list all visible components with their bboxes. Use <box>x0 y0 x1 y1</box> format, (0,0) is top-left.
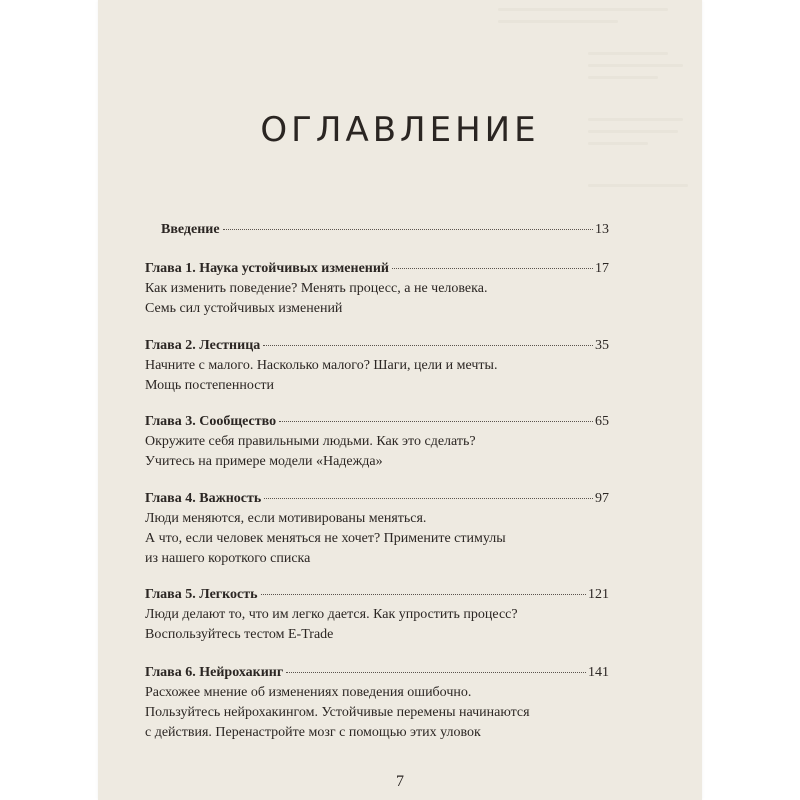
toc-description-line: из нашего короткого списка <box>145 551 311 566</box>
toc-page-number: 121 <box>588 587 609 602</box>
toc-entry-label: Глава 6. Нейрохакинг <box>145 665 284 680</box>
toc-entry-label: Глава 2. Лестница <box>145 338 261 353</box>
toc-entry-chapter-1[interactable] <box>145 260 609 278</box>
toc-description-line: Люди меняются, если мотивированы меняться. <box>145 511 427 526</box>
toc-description-line: Как изменить поведение? Менять процесс, а не человека. <box>145 281 488 296</box>
dot-leader <box>392 268 593 269</box>
toc-description-line: А что, если человек меняться не хочет? Примените стимулы <box>145 531 506 546</box>
dot-leader <box>286 672 586 673</box>
dot-leader <box>264 498 593 499</box>
toc-page-number: 97 <box>595 491 609 506</box>
toc-description-line: Пользуйтесь нейрохакингом. Устойчивые перемены начинаются <box>145 705 530 720</box>
toc-entry-chapter-2[interactable] <box>145 337 609 355</box>
toc-description-line: Учитесь на примере модели «Надежда» <box>145 454 383 469</box>
toc-entry-chapter-3[interactable] <box>145 413 609 431</box>
toc-entry-intro[interactable] <box>161 221 609 239</box>
toc-entry-label: Введение <box>161 222 220 237</box>
book-page <box>98 0 702 800</box>
dot-leader <box>223 229 593 230</box>
toc-description-line: Мощь постепенности <box>145 378 275 393</box>
table-of-contents <box>98 0 702 800</box>
toc-entry-chapter-6[interactable] <box>145 664 609 682</box>
toc-page-number: 141 <box>588 665 609 680</box>
toc-entry-label: Глава 3. Сообщество <box>145 414 277 429</box>
toc-description-line: Расхожее мнение об изменениях поведения ошибочно. <box>145 685 472 700</box>
toc-page-number: 65 <box>595 414 609 429</box>
toc-description-line: Люди делают то, что им легко дается. Как упростить процесс? <box>145 607 518 622</box>
page-number: 7 <box>396 773 404 790</box>
toc-entry-label: Глава 4. Важность <box>145 491 262 506</box>
dot-leader <box>263 345 593 346</box>
dot-leader <box>261 594 586 595</box>
toc-description-line: Начните с малого. Насколько малого? Шаги, цели и мечты. <box>145 358 498 373</box>
toc-entry-label: Глава 1. Наука устойчивых изменений <box>145 261 389 276</box>
toc-entry-chapter-4[interactable] <box>145 490 609 508</box>
page-title: ОГЛАВЛЕНИЕ <box>260 110 540 150</box>
toc-description-line: Семь сил устойчивых изменений <box>145 301 343 316</box>
dot-leader <box>279 421 593 422</box>
toc-description-line: с действия. Перенастройте мозг с помощью этих уловок <box>145 725 481 740</box>
toc-description-line: Воспользуйтесь тестом E-Trade <box>145 627 334 642</box>
toc-page-number: 17 <box>595 261 609 276</box>
toc-entry-chapter-5[interactable] <box>145 586 609 604</box>
toc-page-number: 13 <box>595 222 609 237</box>
toc-description-line: Окружите себя правильными людьми. Как это сделать? <box>145 434 476 449</box>
toc-entry-label: Глава 5. Легкость <box>145 587 258 602</box>
toc-page-number: 35 <box>595 338 609 353</box>
